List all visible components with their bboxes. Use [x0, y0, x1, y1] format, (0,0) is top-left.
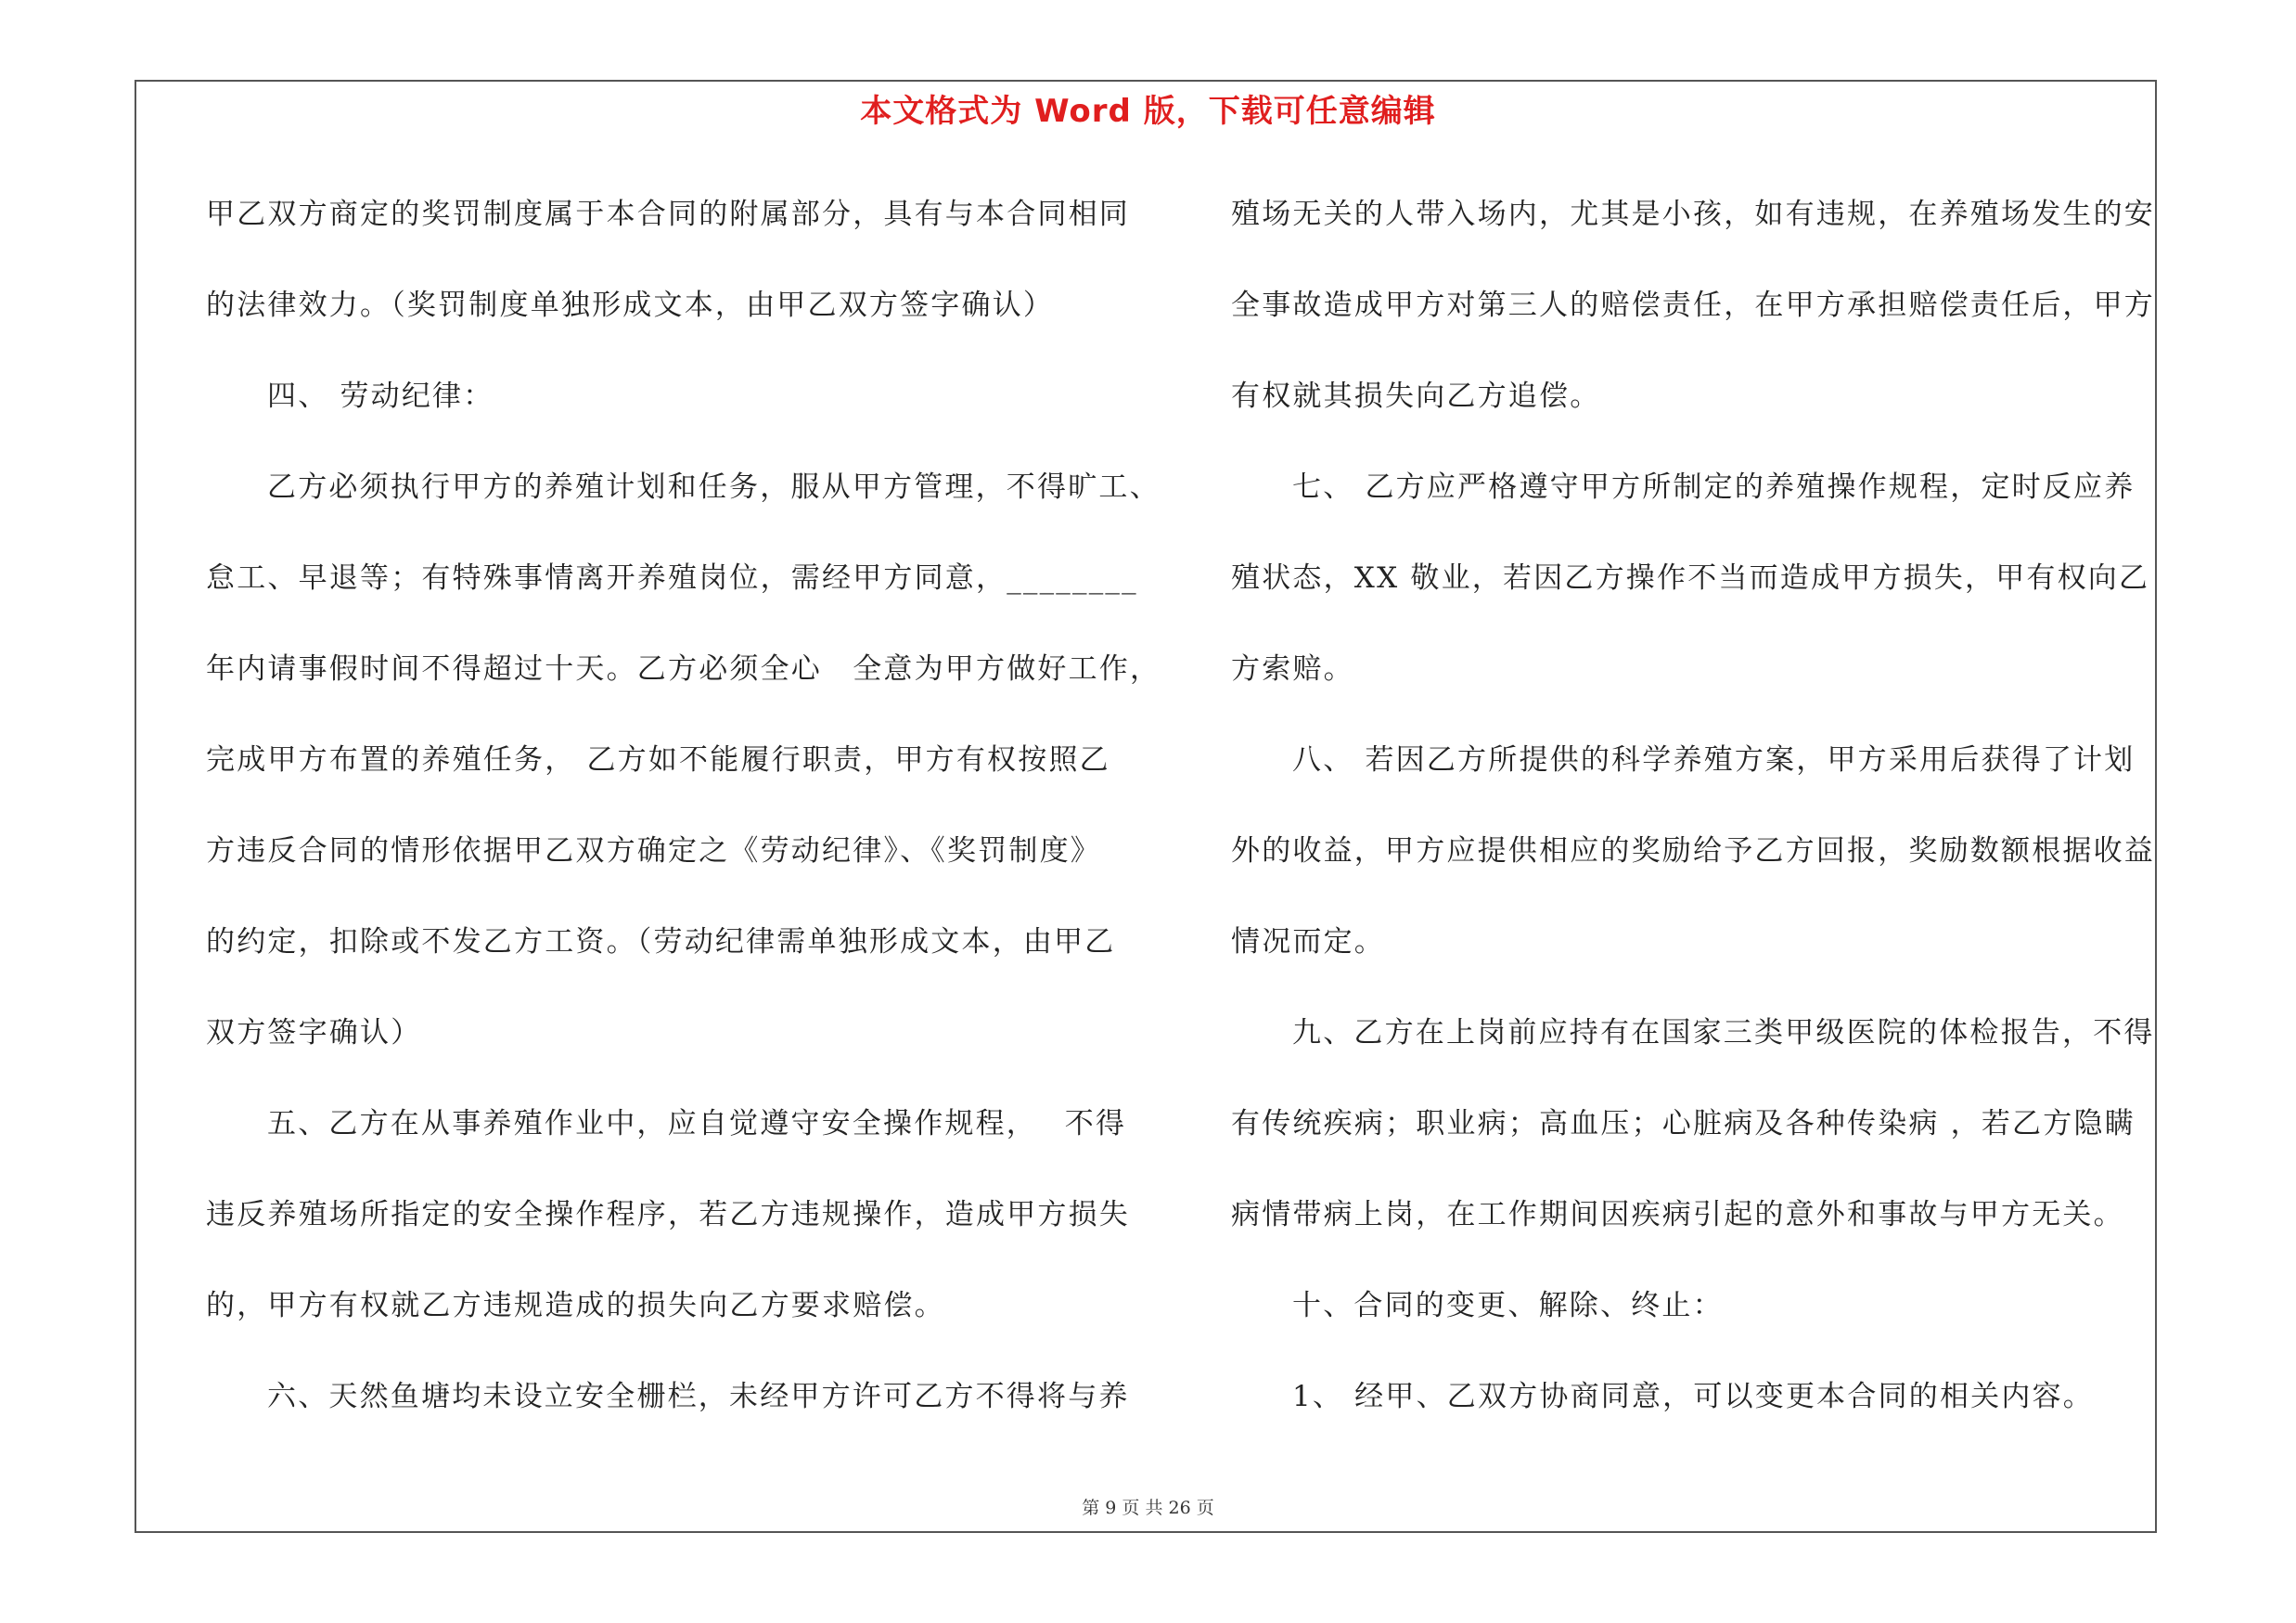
text-line: 完成甲方布置的养殖任务， 乙方如不能履行职责，甲方有权按照乙 [206, 743, 1110, 777]
text-line: 有权就其损失向乙方追偿。 [1231, 380, 1601, 413]
text-line: 的约定，扣除或不发乙方工资。（劳动纪律需单独形成文本，由甲乙 [206, 925, 1116, 959]
text-line: 八、 若因乙方所提供的科学养殖方案，甲方采用后获得了计划 [1292, 743, 2136, 777]
text-line: 十、合同的变更、解除、终止： [1292, 1289, 1724, 1322]
text-line: 双方签字确认） [206, 1016, 422, 1050]
text-line: 外的收益，甲方应提供相应的奖励给予乙方回报，奖励数额根据收益 [1231, 834, 2155, 868]
text-line: 方违反合同的情形依据甲乙双方确定之《劳动纪律》、《奖罚制度》 [206, 834, 1101, 868]
text-line: 怠工、早退等；有特殊事情离开养殖岗位，需经甲方同意，________ [206, 561, 1138, 595]
text-line: 方索赔。 [1231, 652, 1354, 686]
text-line: 七、 乙方应严格遵守甲方所制定的养殖操作规程，定时反应养 [1292, 470, 2136, 504]
text-line: 五、乙方在从事养殖作业中，应自觉遵守安全操作规程， 不得 [267, 1107, 1127, 1140]
text-line: 违反养殖场所指定的安全操作程序，若乙方违规操作，造成甲方损失 [206, 1198, 1130, 1231]
text-line: 六、天然鱼塘均未设立安全栅栏，未经甲方许可乙方不得将与养 [267, 1380, 1130, 1413]
text-line: 的，甲方有权就乙方违规造成的损失向乙方要求赔偿。 [206, 1289, 945, 1322]
text-line: 殖场无关的人带入场内，尤其是小孩，如有违规，在养殖场发生的安 [1231, 198, 2155, 231]
text-line: 殖状态，XX 敬业，若因乙方操作不当而造成甲方损失，甲有权向乙 [1231, 561, 2150, 595]
text-line: 情况而定。 [1231, 925, 1385, 959]
text-line: 有传统疾病；职业病；高血压；心脏病及各种传染病 ，若乙方隐瞒 [1231, 1107, 2136, 1140]
text-line: 四、 劳动纪律： [267, 380, 494, 413]
text-line: 全事故造成甲方对第三人的赔偿责任，在甲方承担赔偿责任后，甲方 [1231, 289, 2155, 322]
text-line: 病情带病上岗，在工作期间因疾病引起的意外和事故与甲方无关。 [1231, 1198, 2124, 1231]
page-number-footer: 第 9 页 共 26 页 [1082, 1498, 1214, 1518]
text-line: 甲乙双方商定的奖罚制度属于本合同的附属部分，具有与本合同相同 [206, 198, 1130, 231]
text-line: 的法律效力。（奖罚制度单独形成文本，由甲乙双方签字确认） [206, 289, 1055, 322]
left-column [206, 181, 1161, 1454]
text-line: 乙方必须执行甲方的养殖计划和任务，服从甲方管理，不得旷工、 [267, 470, 1161, 504]
text-line: 1、 经甲、乙双方协商同意，可以变更本合同的相关内容。 [1292, 1380, 2094, 1413]
right-column [1231, 181, 2155, 1454]
text-line: 年内请事假时间不得超过十天。乙方必须全心 全意为甲方做好工作， [206, 652, 1161, 686]
text-line: 九、乙方在上岗前应持有在国家三类甲级医院的体检报告，不得 [1292, 1016, 2155, 1050]
format-banner: 本文格式为 Word 版，下载可任意编辑 [860, 93, 1436, 130]
